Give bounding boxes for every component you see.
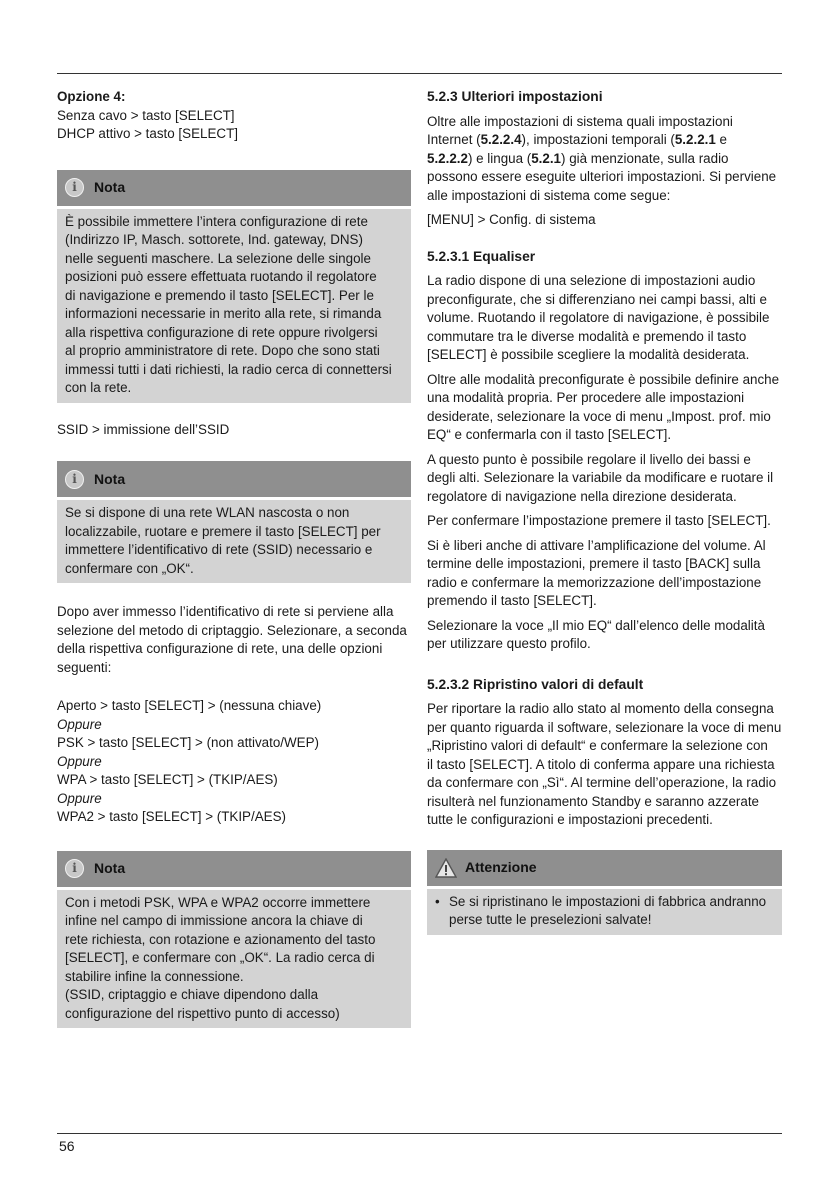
note-line: Con i metodi PSK, WPA e WPA2 occorre immettere	[65, 894, 371, 910]
note-line: stabilire infine la connessione.	[65, 968, 244, 984]
paragraph-line: degli alti. Selezionare la variabile da modificare e ruotare il	[427, 470, 774, 485]
paragraph-line: selezione del metodo di criptaggio. Selezionare, a seconda	[57, 622, 407, 638]
text-run: Internet (	[427, 132, 481, 147]
section-ref: 5.2.2.1	[674, 132, 716, 147]
paragraph-line: Oltre alle modalità preconfigurate è possibile definire anche	[427, 371, 780, 387]
note-line: rete richiesta, con rotazione e azionamento del tasto	[65, 931, 376, 947]
encryption-option: WPA2 > tasto [SELECT] > (TKIP/AES)	[57, 809, 286, 824]
note-body	[57, 890, 411, 1029]
paragraph-line: „Ripristino valori di default“ e confermare la selezione con	[427, 738, 768, 753]
text-run: ) e lingua (	[467, 150, 532, 166]
note-line: localizzabile, ruotare e premere il tasto [SELECT] per	[65, 523, 381, 539]
warning-body	[427, 889, 782, 935]
paragraph-line: Oltre alle impostazioni di sistema quali impostazioni	[427, 113, 733, 129]
paragraph-line: tutte le configurazioni e impostazioni precedenti.	[427, 812, 713, 827]
note-line: È possibile immettere l’intera configurazione di rete	[65, 213, 368, 229]
paragraph-line: da confermare con „Sì“. Al termine dell’operazione, la radio	[427, 775, 777, 790]
option-line: Senza cavo > tasto [SELECT]	[57, 107, 235, 123]
paragraph-line: alle impostazioni di sistema come segue:	[427, 187, 671, 203]
note-line: confermare con „OK“.	[65, 560, 194, 576]
note-line: Se si dispone di una rete WLAN nascosta o non	[65, 505, 350, 520]
note-line: con la rete.	[65, 380, 132, 395]
paragraph-line: [SELECT] è possibile scegliere la modalità desiderata.	[427, 347, 750, 362]
note-line: (SSID, criptaggio e chiave dipendono dalla	[65, 987, 319, 1002]
paragraph-line: EQ“ e confermarla con il tasto [SELECT].	[427, 427, 672, 442]
paragraph-line: una modalità propria. Per procedere alle impostazioni	[427, 390, 745, 405]
info-icon: i	[65, 178, 84, 197]
option-line: DHCP attivo > tasto [SELECT]	[57, 126, 238, 141]
note-line: immettere l’identificativo di rete (SSID) necessario e	[65, 542, 373, 557]
paragraph-line: La radio dispone di una selezione di impostazioni audio	[427, 273, 756, 288]
section-ref: 5.2.2.2	[427, 150, 468, 166]
paragraph-line: regolatore di navigazione nella direzione desiderata.	[427, 488, 737, 504]
paragraph-line: per quanto riguarda il software, selezionare la voce di menu	[427, 719, 782, 735]
warning-triangle-icon	[435, 858, 457, 878]
note-title: Nota	[94, 470, 126, 487]
paragraph-line: Per riportare la radio allo stato al momento della consegna	[427, 701, 774, 716]
note-title: Nota	[94, 860, 126, 877]
note-title: Nota	[94, 179, 126, 196]
note-line: infine nel campo di immissione ancora la chiave di	[65, 913, 363, 928]
section-heading: 5.2.3 Ulteriori impostazioni	[427, 89, 603, 104]
text-run: ) già menzionate, sulla radio	[561, 150, 729, 166]
section-heading: 5.2.3.1 Equaliser	[427, 248, 536, 264]
note-line: [SELECT], e confermare con „OK“. La radio cerca di	[65, 950, 375, 965]
or-label: Oppure	[57, 753, 102, 769]
paragraph-line: volume. Ruotando il regolatore di navigazione, è possibile	[427, 310, 770, 325]
paragraph-line: radio e confermare la memorizzazione dell’impostazione	[427, 574, 762, 590]
encryption-option: Aperto > tasto [SELECT] > (nessuna chiave)	[57, 698, 322, 713]
paragraph-line: termine delle impostazioni, premere il tasto [BACK] sulla	[427, 556, 761, 571]
note-line: configurazione del rispettivo punto di accesso)	[65, 1005, 340, 1021]
encryption-option: WPA > tasto [SELECT] > (TKIP/AES)	[57, 772, 278, 787]
text-run: e	[715, 132, 727, 147]
paragraph-line: risulterà nel funzionamento Standby e saranno azzerate	[427, 793, 759, 809]
paragraph-line	[427, 150, 782, 169]
warning-line: Se si ripristinano le impostazioni di fabbrica andranno	[449, 893, 767, 909]
paragraph-line: Si è liberi anche di attivare l’amplificazione del volume. Al	[427, 537, 766, 553]
paragraph-line: Selezionare la voce „Il mio EQ“ dall’elenco delle modalità	[427, 617, 765, 633]
info-icon: i	[65, 470, 84, 489]
note-line: di navigazione e premendo il tasto [SELECT]. Per le	[65, 287, 374, 303]
encryption-option: PSK > tasto [SELECT] > (non attivato/WEP)	[57, 735, 319, 750]
section-ref: 5.2.2.4	[480, 132, 522, 147]
note-line: informazioni necessarie in merito alla rete, si rimanda	[65, 306, 382, 321]
section-heading: 5.2.3.2 Ripristino valori di default	[427, 676, 644, 692]
left-column	[57, 88, 411, 1028]
note-line: (Indirizzo IP, Masch. sottorete, Ind. gateway, DNS)	[65, 232, 363, 247]
warning-item	[435, 893, 774, 930]
note-box	[57, 461, 411, 583]
paragraph-line: A questo punto è possibile regolare il livello dei bassi e	[427, 451, 751, 467]
page-number: 56	[59, 1138, 75, 1154]
note-box	[57, 851, 411, 1029]
paragraph-line: seguenti:	[57, 659, 112, 675]
footer-rule	[57, 1133, 782, 1134]
note-body	[57, 500, 411, 583]
note-line: nelle seguenti maschere. La selezione delle singole	[65, 250, 371, 266]
warning-title: Attenzione	[465, 859, 537, 876]
right-column	[427, 88, 782, 935]
note-line: alla rispettiva configurazione di rete oppure rivolgersi	[65, 324, 378, 340]
note-line: posizioni può essere effettuata ruotando il regolatore	[65, 269, 377, 284]
note-box	[57, 170, 411, 403]
option-title: Opzione 4:	[57, 89, 126, 104]
text-run: ), impostazioni temporali (	[521, 132, 675, 147]
warning-box	[427, 850, 782, 935]
paragraph-line: possono essere eseguite ulteriori impostazioni. Si perviene	[427, 169, 777, 184]
paragraph-line: commutare tra le diverse modalità e premendo il tasto	[427, 328, 747, 344]
paragraph-line: della rispettiva configurazione di rete, una delle opzioni	[57, 641, 383, 656]
paragraph-line: premendo il tasto [SELECT].	[427, 593, 597, 608]
paragraph-line: Per confermare l’impostazione premere il tasto [SELECT].	[427, 513, 771, 528]
warning-line: perse tutte le preselezioni salvate!	[449, 912, 652, 927]
paragraph-line: preconfigurate, che si differenziano nei campi bassi, alti e	[427, 291, 767, 307]
or-label: Oppure	[57, 716, 102, 732]
note-line: al proprio amministratore di rete. Dopo che sono stati	[65, 343, 380, 358]
paragraph-line: il tasto [SELECT]. A titolo di conferma appare una richiesta	[427, 756, 775, 772]
note-header	[57, 851, 411, 887]
or-label: Oppure	[57, 790, 102, 806]
note-line: immessi tutti i dati richiesti, la radio cerca di connettersi	[65, 361, 392, 377]
warning-header	[427, 850, 782, 886]
info-icon: i	[65, 859, 84, 878]
section-ref: 5.2.1	[531, 150, 562, 166]
ssid-line: SSID > immissione dell’SSID	[57, 421, 230, 437]
note-header	[57, 461, 411, 497]
header-rule	[57, 73, 782, 74]
paragraph-line: desiderate, selezionare la voce di menu „Impost. prof. mio	[427, 408, 771, 424]
bullet-marker: •	[435, 893, 440, 909]
paragraph-line	[427, 131, 782, 150]
note-body	[57, 209, 411, 403]
paragraph-line: per utilizzare questo profilo.	[427, 636, 591, 651]
menu-path: [MENU] > Config. di sistema	[427, 212, 596, 227]
paragraph-line: Dopo aver immesso l’identificativo di rete si perviene alla	[57, 604, 394, 619]
note-header	[57, 170, 411, 206]
